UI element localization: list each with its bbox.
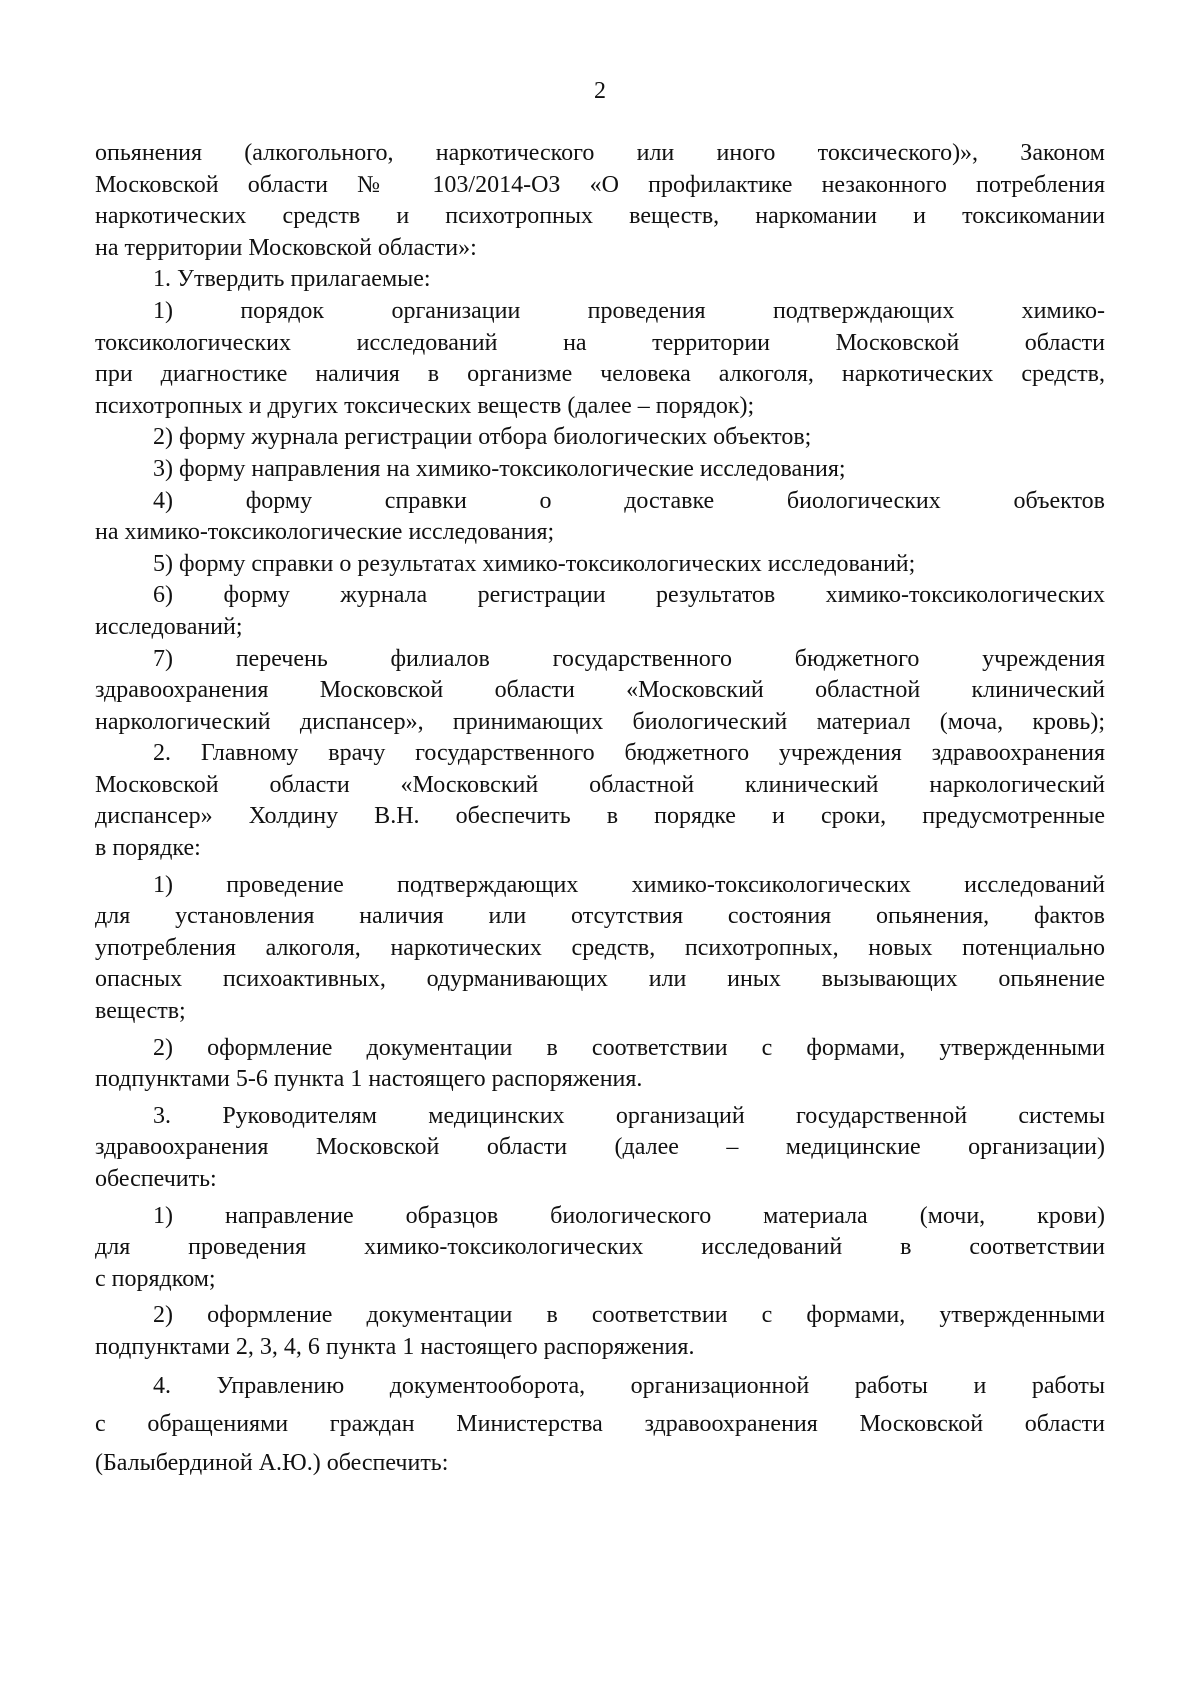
list-item: 3. Руководителям медицинских организаций государственной системы (153, 1102, 1105, 1129)
text-line: при диагностике наличия в организме человека алкоголя, наркотических средств, (95, 361, 1105, 388)
text-line: на химико-токсикологические исследования; (95, 519, 555, 546)
text-line: токсикологических исследований на территории Московской области (95, 329, 1105, 356)
list-item: 1) проведение подтверждающих химико-токсикологических исследований (153, 871, 1105, 898)
list-item: 1. Утвердить прилагаемые: (153, 266, 431, 293)
text-line: наркотических средств и психотропных веществ, наркомании и токсикомании (95, 203, 1105, 230)
text-line: психотропных и других токсических веществ (далее – порядок); (95, 392, 755, 419)
text-line: исследований; (95, 613, 243, 640)
page-number: 2 (594, 78, 606, 104)
text-line: в порядке: (95, 835, 201, 862)
text-line: Московской области № 103/2014-ОЗ «О профилактике незаконного потребления (95, 171, 1105, 198)
text-line: здравоохранения Московской области (далее – медицинские организации) (95, 1134, 1105, 1161)
text-line: опасных психоактивных, одурманивающих или иных вызывающих опьянение (95, 966, 1105, 993)
text-line: Московской области «Московский областной клинический наркологический (95, 771, 1105, 798)
text-line: подпунктами 2, 3, 4, 6 пункта 1 настоящего распоряжения. (95, 1333, 695, 1360)
list-item: 2) оформление документации в соответствии с формами, утвержденными (153, 1034, 1105, 1061)
list-item: 7) перечень филиалов государственного бюджетного учреждения (153, 645, 1105, 672)
list-item: 1) порядок организации проведения подтверждающих химико- (153, 297, 1105, 324)
text-line: наркологический диспансер», принимающих биологический материал (моча, кровь); (95, 708, 1105, 735)
list-item: 1) направление образцов биологического материала (мочи, крови) (153, 1202, 1105, 1229)
list-item: 3) форму направления на химико-токсикологические исследования; (153, 455, 846, 482)
list-item: 4. Управлению документооборота, организационной работы и работы (153, 1372, 1105, 1399)
text-line: с обращениями граждан Министерства здравоохранения Московской области (95, 1411, 1105, 1438)
text-line: обеспечить: (95, 1166, 217, 1192)
list-item: 2) форму журнала регистрации отбора биологических объектов; (153, 424, 812, 451)
list-item: 2) оформление документации в соответствии с формами, утвержденными (153, 1302, 1105, 1329)
text-line: здравоохранения Московской области «Московский областной клинический (95, 677, 1105, 704)
text-line: подпунктами 5-6 пункта 1 настоящего распоряжения. (95, 1066, 643, 1093)
text-line: веществ; (95, 998, 186, 1025)
text-line: употребления алкоголя, наркотических средств, психотропных, новых потенциально (95, 934, 1105, 961)
list-item: 2. Главному врачу государственного бюджетного учреждения здравоохранения (153, 740, 1105, 767)
text-line: для проведения химико-токсикологических исследований в соответствии (95, 1234, 1105, 1261)
text-line: для установления наличия или отсутствия состояния опьянения, фактов (95, 903, 1105, 930)
text-line: опьянения (алкогольного, наркотического или иного токсического)», Законом (95, 140, 1105, 166)
text-line: с порядком; (95, 1265, 216, 1292)
list-item: 5) форму справки о результатах химико-токсикологических исследований; (153, 550, 916, 577)
list-item: 4) форму справки о доставке биологических объектов (153, 487, 1105, 514)
text-line: на территории Московской области»: (95, 234, 477, 261)
text-line: (Балыбердиной А.Ю.) обеспечить: (95, 1449, 449, 1476)
text-line: диспансер» Холдину В.Н. обеспечить в порядке и сроки, предусмотренные (95, 803, 1105, 830)
document-body (95, 138, 1105, 1479)
list-item: 6) форму журнала регистрации результатов химико-токсикологических (153, 582, 1105, 609)
